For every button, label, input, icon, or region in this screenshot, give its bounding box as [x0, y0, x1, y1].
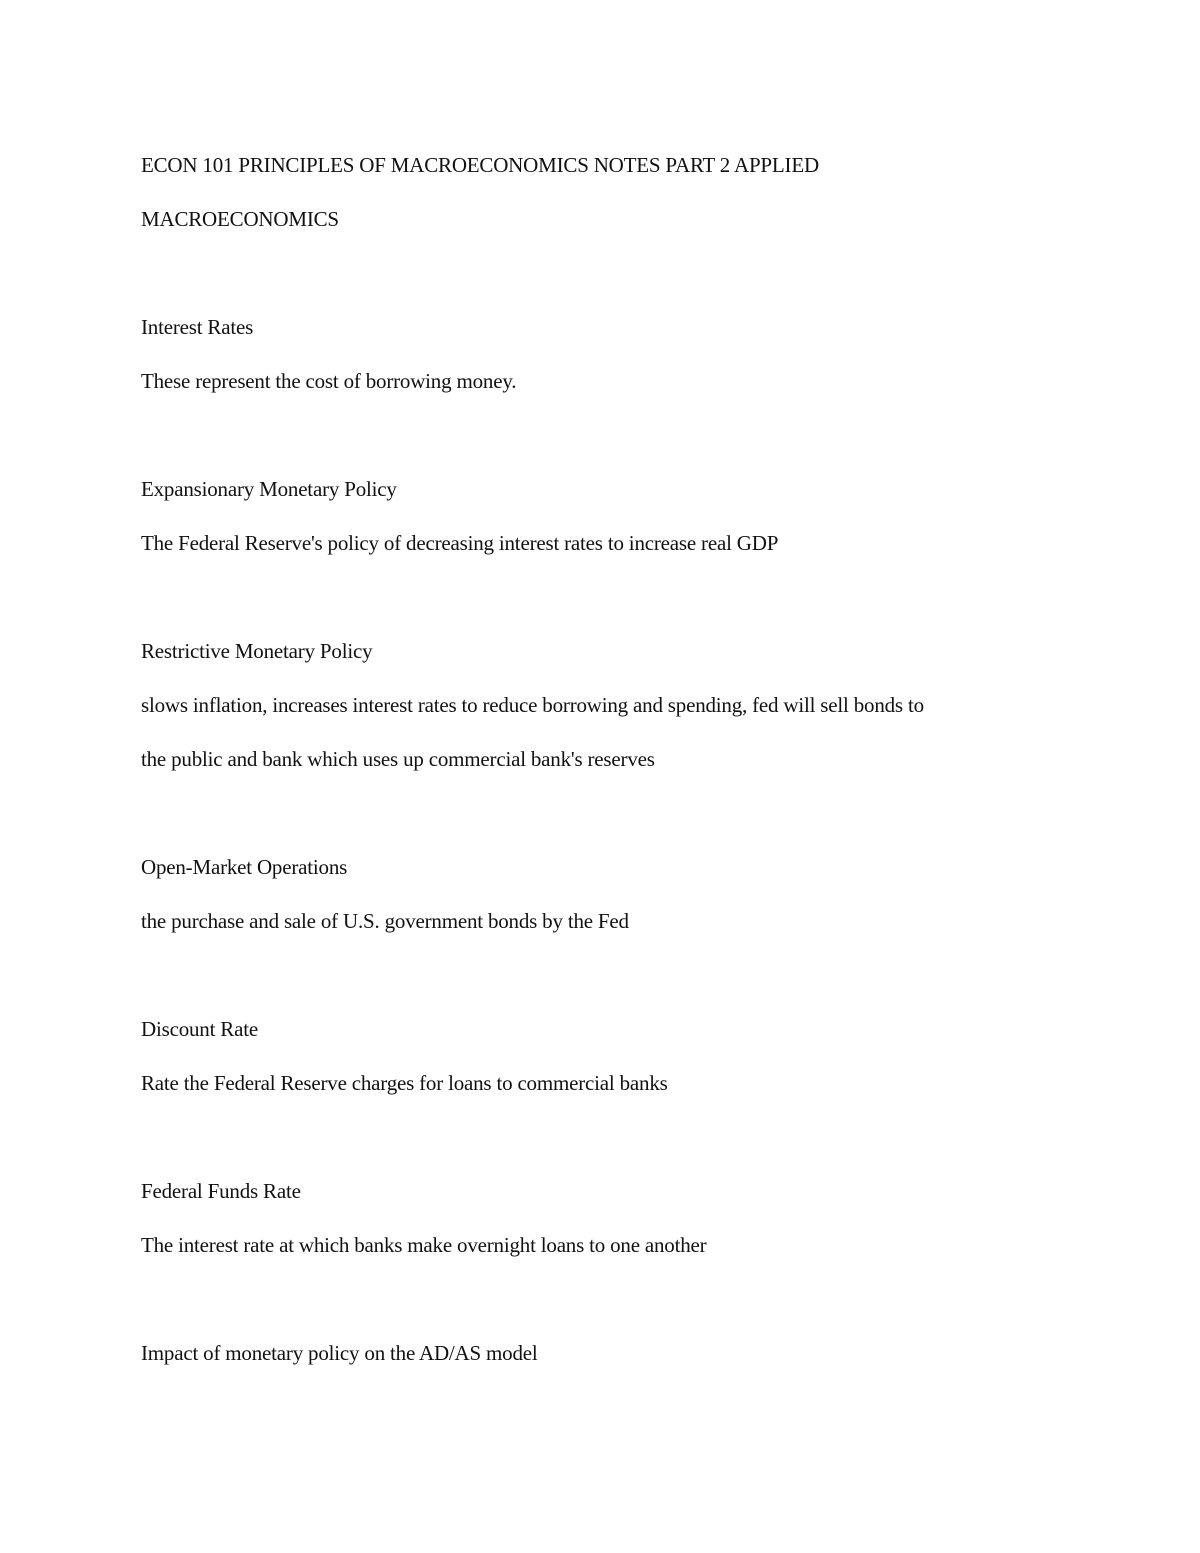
section-expansionary-monetary-policy	[141, 462, 1061, 570]
section-term: Open-Market Operations	[141, 855, 348, 879]
section-interest-rates	[141, 300, 1061, 408]
spacer	[141, 408, 1061, 462]
section-open-market-operations	[141, 840, 1061, 948]
spacer	[141, 246, 1061, 300]
section-term: Interest Rates	[141, 315, 254, 339]
section-definition: the purchase and sale of U.S. government bonds by the Fed	[141, 909, 629, 933]
section-definition-line-2: the public and bank which uses up commercial bank's reserves	[141, 747, 655, 771]
section-federal-funds-rate	[141, 1164, 1061, 1272]
section-impact-of-monetary-policy	[141, 1326, 1061, 1380]
spacer	[141, 786, 1061, 840]
section-term: Restrictive Monetary Policy	[141, 639, 373, 663]
section-definition: The interest rate at which banks make overnight loans to one another	[141, 1233, 707, 1257]
spacer	[141, 1110, 1061, 1164]
section-term: Impact of monetary policy on the AD/AS model	[141, 1341, 538, 1365]
spacer	[141, 570, 1061, 624]
document-content	[141, 138, 1061, 1380]
section-restrictive-monetary-policy	[141, 624, 1061, 786]
section-definition: Rate the Federal Reserve charges for loans to commercial banks	[141, 1071, 668, 1095]
section-term: Expansionary Monetary Policy	[141, 477, 397, 501]
spacer	[141, 948, 1061, 1002]
section-definition-line-1: slows inflation, increases interest rates to reduce borrowing and spending, fed will sell bonds to	[141, 693, 924, 717]
section-term: Federal Funds Rate	[141, 1179, 301, 1203]
document-title-line-1: ECON 101 PRINCIPLES OF MACROECONOMICS NOTES PART 2 APPLIED	[141, 153, 819, 177]
section-definition: These represent the cost of borrowing money.	[141, 369, 517, 393]
document-title-line-2: MACROECONOMICS	[141, 207, 339, 231]
section-term: Discount Rate	[141, 1017, 258, 1041]
spacer	[141, 1272, 1061, 1326]
section-discount-rate	[141, 1002, 1061, 1110]
section-definition: The Federal Reserve's policy of decreasing interest rates to increase real GDP	[141, 531, 779, 555]
